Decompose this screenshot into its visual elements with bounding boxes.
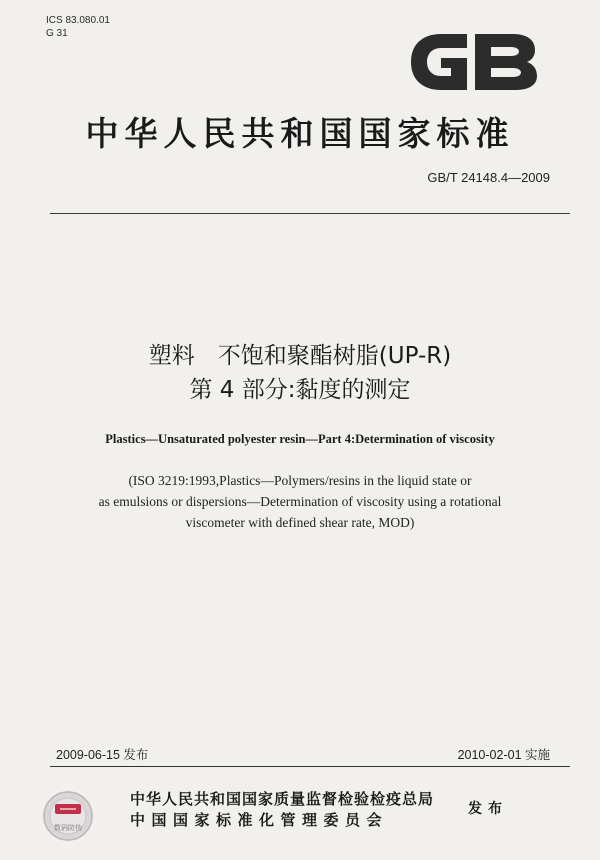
footer-divider [50,766,570,767]
ccs-code: G 31 [46,28,68,39]
issue-date: 2009-06-15 发布 [56,748,149,762]
publish-label: 发布 [468,801,508,817]
seal-caption: 数码防伪 [54,824,82,832]
iso-reference-line2: as emulsions or dispersions—Determination of viscosity using a rotational [98,494,502,509]
gb-logo-g [411,34,467,90]
chinese-title-line1: 塑料 不饱和聚酯树脂(UP-R) [148,343,452,369]
iso-reference-line1: (ISO 3219:1993,Plastics—Polymers/resins in the liquid state or [128,473,472,488]
english-title: Plastics—Unsaturated polyester resin—Part 4:Determination of viscosity [105,432,495,446]
gb-logo [403,28,543,96]
classification-codes [46,14,110,40]
standard-number: GB/T 24148.4—2009 [427,170,550,185]
issuer-line1: 中华人民共和国国家质量监督检验检疫总局 [130,790,435,808]
iso-reference-line3: viscometer with defined shear rate, MOD) [185,515,415,530]
ics-code: ICS 83.080.01 [46,15,110,26]
header-divider [50,213,570,214]
issuer-line2: 中国国家标准化管理委员会 [130,811,389,829]
gb-logo-b [475,34,537,90]
chinese-title-line2: 第 4 部分:黏度的测定 [189,377,411,403]
anti-counterfeit-seal-icon [42,790,94,842]
standard-title: 中华人民共和国国家标准 [85,114,515,153]
implementation-date: 2010-02-01 实施 [457,748,550,762]
